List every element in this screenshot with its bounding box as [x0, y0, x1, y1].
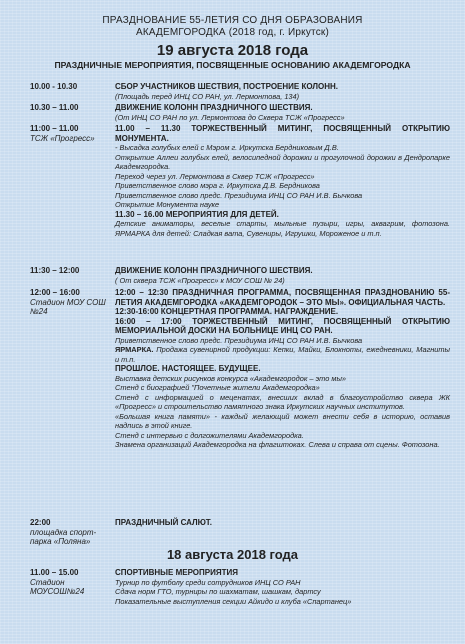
list-item: Приветственное слово предс. Президиума ИНЦ СО РАН И.В. Бычкова — [115, 190, 363, 200]
list-item: Детские аниматоры, веселые старты, мыльные пузыри, игры, аквагрим, фотозона. ЯРМАРКА для детей: Сладкая вата, Сувениры, Игрушки, Мороженое и т.п. — [115, 219, 450, 238]
list-item: Открытие Монумента науке — [115, 200, 220, 209]
row-location: Стадион МОУ СОШ №24 — [30, 297, 106, 316]
header-line-2: АКАДЕМГОРОДКА (2018 год, г. Иркутск) — [135, 27, 330, 38]
row-location: Стадион МОУСОШ№24 — [30, 577, 85, 596]
row-time-text: 11.00 – 15.00 — [30, 568, 79, 577]
row-title: ДВИЖЕНИЕ КОЛОНН ПРАЗДНИЧНОГО ШЕСТВИЯ. — [115, 103, 313, 112]
list-item: Знамена организаций Академгородка на флагштоках. Слева и справа от сцены. Фотозона. — [115, 440, 440, 449]
row-note: (От ИНЦ СО РАН по ул. Лермонтова до Сквера ТСЖ «Прогресс» — [115, 112, 345, 122]
row-time — [30, 288, 110, 317]
row-title: 11.00 – 11.30 ТОРЖЕСТВЕННЫЙ МИТИНГ, ПОСВЯЩЕННЫЙ ОТКРЫТИЮ МОНУМЕНТА. — [115, 124, 450, 143]
row-title: СБОР УЧАСТНИКОВ ШЕСТВИЯ, ПОСТРОЕНИЕ КОЛОНН. — [115, 82, 338, 91]
list-item: Приветственное слово предс. Президиума ИНЦ СО РАН И.В. Бычкова — [115, 335, 363, 345]
second-date: 18 августа 2018 года — [166, 547, 299, 562]
row-time-text: 12:00 – 16:00 — [30, 288, 80, 297]
list-item: Переход через ул. Лермонтова в Сквер ТСЖ «Прогресс» — [115, 171, 315, 181]
row-location: ТСЖ «Прогресс» — [30, 133, 95, 143]
list-item: Приветственное слово мэра г. Иркутска Д.В. Бердникова — [115, 181, 320, 190]
fair-label: ЯРМАРКА. — [115, 345, 154, 354]
list-item: - Высадка голубых елей с Мэром г. Иркутска Бердниковым Д.В. — [115, 143, 339, 152]
list-item: Выставка детских рисунков конкурса «Академгородок – это мы» — [115, 373, 347, 383]
row-time — [30, 568, 110, 597]
row-time-text: 22:00 — [30, 518, 51, 527]
row-note: ( От сквера ТСЖ «Прогресс» к МОУ СОШ № 24) — [115, 275, 285, 285]
list-item: Сдача норм ГТО, турниры по шахматам, шашкам, дартсу — [115, 587, 321, 596]
row-time: 11:30 – 12:00 — [30, 266, 80, 275]
fair-text: Продажа сувенирной продукции: Кепки, Майки, Блокноты, ежедневники, Магниты и т.п. — [115, 345, 450, 364]
row-title: СПОРТИВНЫЕ МЕРОПРИЯТИЯ — [115, 568, 238, 577]
row-time — [30, 124, 110, 143]
row-time: 10.00 - 10.30 — [30, 82, 78, 91]
row-time: 10.30 – 11.00 — [30, 103, 79, 112]
list-item: Открытие Аллеи голубых елей, велосипедной дорожки и прогулочной дорожки в Дендропарке Академгородка. — [115, 152, 450, 171]
row-subtitle: 11.30 – 16.00 МЕРОПРИЯТИЯ ДЛЯ ДЕТЕЙ. — [115, 209, 279, 219]
list-item: «Большая книга памяти» - каждый желающий может внести себя в историю, оставив надпись в этой книге. — [115, 411, 450, 430]
list-item — [115, 345, 450, 364]
list-item: Стенд с информацией о меценатах, внесших вклад в благоустройство сквера ЖК «Прогресс» и строительство памятного знака Иркутских научных институтов. — [115, 392, 450, 411]
list-item: Стенд с биографией "Почетные жители Академгородка» — [115, 383, 320, 392]
row-title: ДВИЖЕНИЕ КОЛОНН ПРАЗДНИЧНОГО ШЕСТВИЯ. — [115, 266, 313, 275]
list-item: Показательные выступления секции Айкидо и клуба «Спартанец» — [115, 596, 352, 606]
row-title: ПРАЗДНИЧНЫЙ САЛЮТ. — [115, 518, 212, 527]
main-date: 19 августа 2018 года — [156, 42, 309, 59]
list-item: Стенд с интервью с долгожителями Академгородка. — [115, 430, 304, 440]
page-subtitle: ПРАЗДНИЧНЫЕ МЕРОПРИЯТИЯ, ПОСВЯЩЕННЫЕ ОСНОВАНИЮ АКАДЕМГОРОДКА — [54, 60, 411, 70]
row-subtitle: 12:30-16:00 КОНЦЕРТНАЯ ПРОГРАММА. НАГРАЖДЕНИЕ. — [115, 307, 339, 316]
header-line-1: ПРАЗДНОВАНИЕ 55-ЛЕТИЯ СО ДНЯ ОБРАЗОВАНИЯ — [102, 15, 363, 26]
row-time — [30, 518, 110, 547]
row-time-text: 11:00 – 11.00 — [30, 124, 79, 133]
row-note: (Площадь перед ИНЦ СО РАН, ул. Лермонтова, 134) — [115, 91, 300, 101]
row-subtitle: ПРОШЛОЕ. НАСТОЯЩЕЕ. БУДУЩЕЕ. — [115, 364, 261, 373]
row-location: площадка спорт-парка «Поляна» — [30, 527, 97, 546]
list-item: Турнир по футболу среди сотрудников ИНЦ СО РАН — [115, 577, 301, 587]
row-subtitle: 16:00 – 17:00 ТОРЖЕСТВЕННЫЙ МИТИНГ, ПОСВЯЩЕННЫЙ ОТКРЫТИЮ МЕМОРИАЛЬНОЙ ДОСКИ НА БОЛЬНИЦЕ ИНЦ СО РАН. — [115, 316, 450, 335]
row-title: 12:00 – 12:30 ПРАЗДНИЧНАЯ ПРОГРАММА, ПОСВЯЩЕННАЯ ПРАЗДНОВАНИЮ 55-ЛЕТИЯ АКАДЕМГОРОДКА «АКАДЕМГОРОДОК – ЭТО МЫ». ОФИЦИАЛЬНАЯ ЧАСТЬ. — [115, 288, 450, 307]
